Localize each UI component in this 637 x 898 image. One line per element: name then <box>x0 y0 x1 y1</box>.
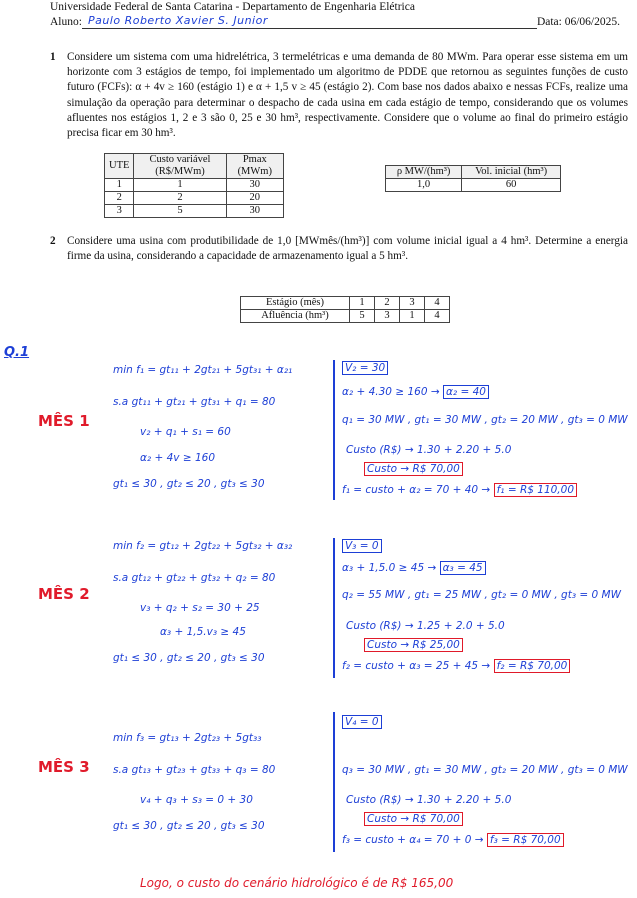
s1-f-result: f₁ = R$ 110,00 <box>494 483 577 497</box>
header <box>50 0 620 29</box>
cell: 20 <box>226 192 283 205</box>
s3-f-expr: f₃ = custo + α₄ = 70 + 0 → <box>342 834 484 846</box>
cell: 1 <box>400 310 425 323</box>
cell: 4 <box>425 310 450 323</box>
s2-constraint: s.a gt₁₂ + gt₂₂ + gt₃₂ + q₂ = 80 <box>113 572 276 584</box>
s1-constraint: s.a gt₁₁ + gt₂₁ + gt₃₁ + q₁ = 80 <box>113 396 276 408</box>
date: Data: 06/06/2025. <box>536 16 620 28</box>
s2-f-result: f₂ = R$ 70,00 <box>494 659 571 673</box>
s3-dispatch: q₃ = 30 MW , gt₁ = 30 MW , gt₂ = 20 MW , gt₃ = 0 MW <box>342 764 628 776</box>
s2-constraint: α₃ + 1,5.v₃ ≥ 45 <box>160 626 246 638</box>
s1-cost: Custo → R$ 70,00 <box>364 462 463 476</box>
cell: 5 <box>134 205 226 218</box>
s3-objective: min f₃ = gt₁₃ + 2gt₂₃ + 5gt₃₃ <box>113 732 262 744</box>
ute-col-header: Pmax (MWm) <box>226 154 283 179</box>
s2-divider <box>333 538 335 678</box>
s1-fcf: α₂ + 4.30 ≥ 160 → <box>342 386 440 398</box>
cell: 5 <box>350 310 375 323</box>
s1-cost-expr: Custo (R$) → 1.30 + 2.20 + 5.0 <box>346 444 512 456</box>
s2-objective: min f₂ = gt₁₂ + 2gt₂₂ + 5gt₃₂ + α₃₂ <box>113 540 293 552</box>
s1-divider <box>333 360 335 500</box>
s1-v2: V₂ = 30 <box>342 361 388 375</box>
ute-col-header: UTE <box>105 154 134 179</box>
s1-alpha: α₂ = 40 <box>443 385 489 399</box>
s1-constraint: α₂ + 4v ≥ 160 <box>140 452 216 464</box>
question-1-text: Considere um sistema com uma hidrelétrica, 3 termelétricas e uma demanda de 80 MWm. Para operar esse sistema em um horizonte com 3 estágios de tempo, foi implementado um algoritmo de PDDE que retornou as seguintes funções de custo futuro (FCFs): α + 4v ≥ 160 (estágio 1) e α + 1,5 v ≥ 45 (estágio 2). Com base nos dados abaixo e nessas FCFs, realize uma simulação da operação para determinar o despacho de cada usina em cada estágio de tempo, considerando que os volumes afluentes nos estágios 1, 2 e 3 são 0, 25 e 30 hm³, respectivamente. Considere que o volume ao final do primeiro estágio precisa ficar em 30 hm³. <box>67 51 628 140</box>
aluno-label: Aluno: <box>50 16 82 28</box>
cell: 3 <box>400 297 425 310</box>
cell: 2 <box>375 297 400 310</box>
table-row <box>241 310 450 323</box>
table-row <box>105 179 284 192</box>
hydro-table <box>385 165 561 192</box>
cell: 3 <box>375 310 400 323</box>
s2-dispatch: q₂ = 55 MW , gt₁ = 25 MW , gt₂ = 0 MW , gt₃ = 0 MW <box>342 589 621 601</box>
mes-3-label: MÊS 3 <box>38 758 90 776</box>
ute-table <box>104 153 284 218</box>
s3-divider <box>333 712 335 852</box>
s2-fcf: α₃ + 1,5.0 ≥ 45 → <box>342 562 437 574</box>
cell: 30 <box>226 205 283 218</box>
s3-bounds: gt₁ ≤ 30 , gt₂ ≤ 20 , gt₃ ≤ 30 <box>113 820 265 832</box>
mes-2-label: MÊS 2 <box>38 585 90 603</box>
question-1 <box>50 50 628 141</box>
flow-table <box>240 296 450 323</box>
s1-bounds: gt₁ ≤ 30 , gt₂ ≤ 20 , gt₃ ≤ 30 <box>113 478 265 490</box>
s2-cost-expr: Custo (R$) → 1.25 + 2.0 + 5.0 <box>346 620 505 632</box>
s3-constraint: v₄ + q₃ + s₃ = 0 + 30 <box>140 794 253 806</box>
s2-constraint: v₃ + q₂ + s₂ = 30 + 25 <box>140 602 260 614</box>
cell: 1,0 <box>386 179 462 192</box>
ute-col-header: Custo variável (R$/MWm) <box>134 154 226 179</box>
cell: 30 <box>226 179 283 192</box>
hydro-col-header: Vol. inicial (hm³) <box>462 166 561 179</box>
table-row <box>105 192 284 205</box>
mes-1-label: MÊS 1 <box>38 412 90 430</box>
conclusion: Logo, o custo do cenário hidrológico é de R$ 165,00 <box>140 876 454 890</box>
question-2 <box>50 234 628 264</box>
cell: 4 <box>425 297 450 310</box>
aluno-name: Paulo Roberto Xavier S. Junior <box>87 14 268 27</box>
s2-bounds: gt₁ ≤ 30 , gt₂ ≤ 20 , gt₃ ≤ 30 <box>113 652 265 664</box>
s1-constraint: v₂ + q₁ + s₁ = 60 <box>140 426 231 438</box>
s3-cost-expr: Custo (R$) → 1.30 + 2.20 + 5.0 <box>346 794 512 806</box>
table-row <box>386 179 561 192</box>
s2-cost: Custo → R$ 25,00 <box>364 638 463 652</box>
s3-f-result: f₃ = R$ 70,00 <box>487 833 564 847</box>
university-line: Universidade Federal de Santa Catarina - Departamento de Engenharia Elétrica <box>50 1 415 13</box>
cell: 60 <box>462 179 561 192</box>
table-row <box>241 297 450 310</box>
cell: Estágio (mês) <box>241 297 350 310</box>
table-row <box>105 205 284 218</box>
cell: 1 <box>350 297 375 310</box>
question-2-text: Considere uma usina com produtibilidade de 1,0 [MWmês/(hm³)] com volume inicial igual a 4 hm³. Determine a energia firme da usina, considerando a capacidade de armazenamento igual a 5 hm³. <box>67 235 628 263</box>
hydro-col-header: ρ MW/(hm³) <box>386 166 462 179</box>
aluno-line <box>82 14 537 29</box>
cell: 1 <box>105 179 134 192</box>
s2-v3: V₃ = 0 <box>342 539 382 553</box>
s1-dispatch: q₁ = 30 MW , gt₁ = 30 MW , gt₂ = 20 MW , gt₃ = 0 MW <box>342 414 628 426</box>
cell: 2 <box>134 192 226 205</box>
cell: 2 <box>105 192 134 205</box>
s3-v4: V₄ = 0 <box>342 715 382 729</box>
cell: 3 <box>105 205 134 218</box>
hydro-table-header <box>386 166 561 179</box>
s2-alpha: α₃ = 45 <box>440 561 486 575</box>
s1-objective: min f₁ = gt₁₁ + 2gt₂₁ + 5gt₃₁ + α₂₁ <box>113 364 293 376</box>
cell: 1 <box>134 179 226 192</box>
s2-f-expr: f₂ = custo + α₃ = 25 + 45 → <box>342 660 491 672</box>
s1-f-expr: f₁ = custo + α₂ = 70 + 40 → <box>342 484 491 496</box>
cell: Afluência (hm³) <box>241 310 350 323</box>
ute-table-header <box>105 154 284 179</box>
s3-cost: Custo → R$ 70,00 <box>364 812 463 826</box>
s3-constraint: s.a gt₁₃ + gt₂₃ + gt₃₃ + q₃ = 80 <box>113 764 276 776</box>
q-label: Q.1 <box>4 345 30 360</box>
question-2-number: 2 <box>50 235 56 247</box>
question-1-number: 1 <box>50 51 56 63</box>
